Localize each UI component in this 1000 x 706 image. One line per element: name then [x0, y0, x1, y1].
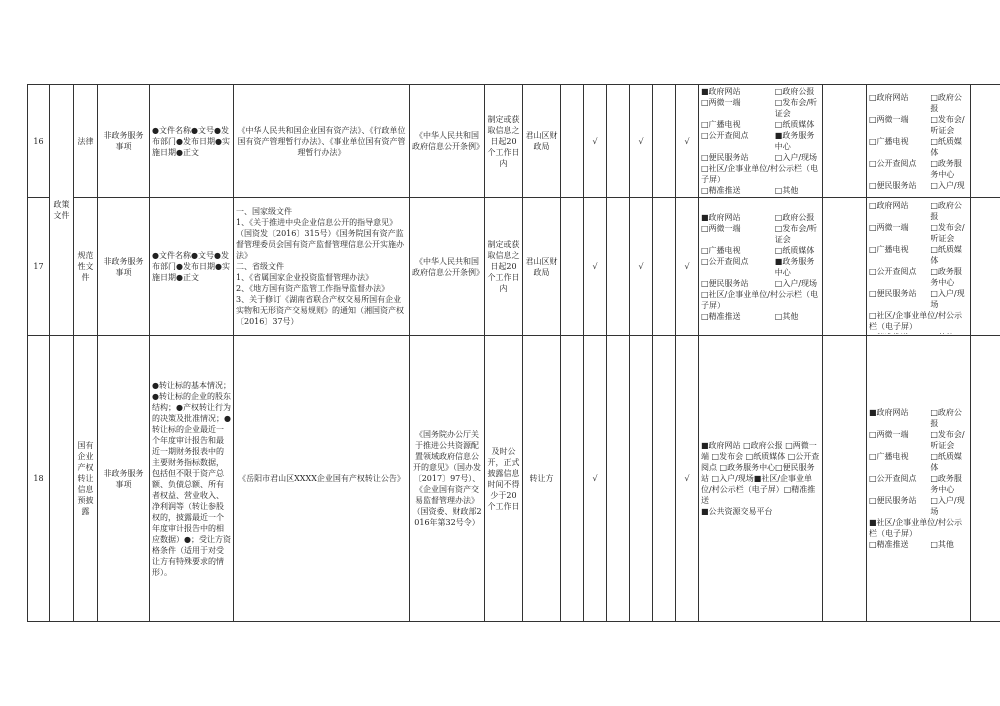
channel-option: □其他 — [774, 311, 799, 321]
service-type-cell: 非政务服务事项 — [98, 336, 150, 622]
mark-cell — [653, 85, 676, 198]
channel-option: □纸质媒体 — [774, 120, 815, 129]
mark-cell: √ — [630, 85, 653, 198]
subcategory-cell: 法律 — [74, 85, 98, 198]
channel-option: ■政务服务中心 — [774, 131, 815, 151]
channel-option: ■政府网站 — [869, 408, 909, 417]
channel-option: □政府公报 — [774, 212, 815, 222]
channel-option: □政府公报 — [774, 87, 815, 96]
basis-cell: 《中华人民共和国企业国有资产法》、《行政单位国有资产管理暂行办法》、《事业单位国有资产管理暂行办法》 — [234, 85, 410, 198]
basis-line: 3、关于修订《湖南省联合产权交易所国有企业实物和无形资产交易规则》的通知（湘国资产权〔2016〕37号） — [236, 295, 404, 326]
channel-option: □社区/企事业单位/村公示栏（电子屏） — [869, 310, 962, 331]
channels-cell — [699, 85, 823, 198]
time-limit-cell: 制定或获取信息之日起20个工作日内 — [485, 198, 523, 336]
channel-option: □两微一端 — [869, 115, 909, 124]
channels2-cell — [867, 85, 971, 198]
basis-line: 一、国家级文件 — [236, 207, 292, 216]
mark-cell — [561, 198, 584, 336]
channel-option: □发布会/听证会 — [930, 222, 965, 243]
channel-option: ■公共资源交易平台 — [701, 507, 773, 516]
channel-option: □公开查阅点 — [869, 159, 917, 168]
channel-option: □政府公报 — [930, 408, 962, 428]
channel-option: □政府网站 — [869, 200, 909, 210]
channel-option: □公开查阅点 — [869, 266, 917, 276]
channel-option — [869, 332, 930, 334]
mark-cell — [607, 198, 630, 336]
elements-cell: ●文件名称●文号●发布部门●发布日期●实施日期●正文 — [150, 198, 234, 336]
subject-cell: 君山区财政局 — [523, 85, 561, 198]
service-type-cell: 非政务服务事项 — [98, 85, 150, 198]
empty-cell — [971, 85, 1000, 198]
channel-option: □精准推送 — [701, 311, 741, 321]
channel-options-text: ■政府网站 □政府公报 □两微一端 □发布会 □纸质媒体 □公开查阅点 □政务服务中心□便民服务站 □入户/现场■社区/企事业单位/村公示栏（电子屏）□精准推送 — [701, 441, 820, 505]
category-cell — [50, 336, 74, 622]
channel-option: □公开查阅点 — [869, 474, 917, 483]
channel-option: □政府公报 — [930, 93, 962, 113]
channels2-cell — [867, 198, 971, 336]
channel-option: □发布会/听证会 — [774, 98, 818, 118]
channels-cell — [699, 198, 823, 336]
mark-cell: √ — [676, 85, 699, 198]
channel-option: □入户/现 — [930, 181, 965, 190]
channel-option: □其他 — [930, 540, 954, 549]
channel-option: □两微一端 — [869, 222, 909, 232]
channels2-cell — [867, 336, 971, 622]
basis-line: 2、《地方国有资产监管工作指导监督办法》 — [236, 284, 390, 293]
mark-cell — [630, 336, 653, 622]
row-number: 18 — [28, 336, 50, 622]
subcategory-cell: 规范性文件 — [74, 198, 98, 336]
table-row — [28, 198, 1000, 336]
channel-option: □便民服务站 — [869, 181, 917, 190]
channel-option: ■社区/企事业单位/村公示栏（电子屏） — [869, 518, 962, 538]
channel-option: □发布会/听证会 — [930, 115, 965, 135]
channel-option: □政府网站 — [869, 93, 909, 102]
channel-option: □纸质媒体 — [930, 137, 962, 157]
service-type-cell: 非政务服务事项 — [98, 198, 150, 336]
channel-option: ■政府网站 — [701, 212, 741, 222]
channel-option: □公开查阅点 — [701, 131, 749, 140]
channel-option: □便民服务站 — [701, 278, 749, 288]
row-number: 17 — [28, 198, 50, 336]
mark-cell — [561, 85, 584, 198]
mark-cell: √ — [584, 85, 607, 198]
channel-option: □便民服务站 — [869, 288, 917, 298]
empty-cell — [823, 198, 867, 336]
channel-option: □政务服务中心 — [930, 159, 962, 179]
mark-cell — [561, 336, 584, 622]
row-number: 16 — [28, 85, 50, 198]
basis-line: 1、《关于推进中央企业信息公开的指导意见》（国资发〔2016〕315号）《国务院国有资产监督管理委员会国有资产监督管理信息公开实施办法》 — [236, 218, 404, 260]
mark-cell: √ — [584, 198, 607, 336]
law-cell: 《中华人民共和国政府信息公开条例》 — [410, 85, 485, 198]
channel-option: □发布会/听证会 — [774, 223, 818, 244]
document-table-wrapper — [27, 84, 1000, 622]
subject-cell: 转让方 — [523, 336, 561, 622]
channel-option: □其他 — [774, 186, 799, 195]
channel-option: □广播电视 — [869, 244, 909, 254]
channel-option: □便民服务站 — [869, 496, 917, 505]
channel-option: □两微一端 — [701, 98, 741, 107]
basis-cell — [234, 198, 410, 336]
channel-option: □公开查阅点 — [701, 256, 749, 266]
channel-option: ■政务服务中心 — [774, 256, 815, 277]
channel-option: □社区/企事业单位/村公示栏（电子屏） — [701, 164, 818, 184]
mark-cell — [653, 198, 676, 336]
channel-option: □政府公报 — [930, 200, 962, 221]
mark-cell — [607, 336, 630, 622]
empty-cell — [823, 85, 867, 198]
channel-option: □便民服务站 — [701, 153, 749, 162]
table-row — [28, 85, 1000, 198]
empty-cell — [971, 336, 1000, 622]
law-cell: 《中华人民共和国政府信息公开条例》 — [410, 198, 485, 336]
channel-option — [930, 332, 968, 334]
channel-option: □精准推送 — [701, 186, 741, 195]
mark-cell — [653, 336, 676, 622]
channel-option: □广播电视 — [869, 137, 909, 146]
channels-cell — [699, 336, 823, 622]
basis-line: 1、《省属国家企业投资监督管理办法》 — [236, 273, 374, 282]
basis-cell: 《岳阳市君山区XXXX企业国有产权转让公告》 — [234, 336, 410, 622]
disclosure-table — [27, 84, 1000, 622]
channel-option: □纸质媒体 — [774, 245, 815, 255]
elements-cell: ●转让标的基本情况；●转让标的企业的股东结构；●产权转让行为的决策及批准情况；●转让标的企业最近一个年度审计报告和最近一期财务报表中的主要财务指标数据，包括但不限于资产总额、负债总额、所有者权益、营业收入、净利润等（转让参股权的，披露最近一个年度审计报告中的相应数据）●；受让方资格条件（适用于对受让方有特殊要求的情形）。 — [150, 336, 234, 622]
subject-cell: 君山区财政局 — [523, 198, 561, 336]
time-limit-cell: 及时公开，正式披露信息时间不得少于20个工作日 — [485, 336, 523, 622]
mark-cell: √ — [676, 336, 699, 622]
empty-cell — [823, 336, 867, 622]
channel-option: □两微一端 — [869, 430, 909, 439]
channel-option: □精准推送 — [869, 540, 909, 549]
category-cell: 政策文件 — [50, 85, 74, 336]
channel-option: □广播电视 — [701, 245, 741, 255]
channel-option: □入户/现场 — [774, 153, 818, 162]
channel-option: □政务服务中心 — [930, 266, 962, 287]
channel-option: □社区/企事业单位/村公示栏（电子屏） — [701, 289, 818, 310]
basis-line: 二、省级文件 — [236, 262, 284, 271]
mark-cell: √ — [584, 336, 607, 622]
mark-cell: √ — [676, 198, 699, 336]
table-row — [28, 336, 1000, 622]
empty-cell — [971, 198, 1000, 336]
law-cell: 《国务院办公厅关于推进公共资源配置领域政府信息公开的意见》（国办发〔2017〕97号）、《企业国有资产交易监督管理办法》（国资委、财政部2016年第32号令） — [410, 336, 485, 622]
channel-option: □发布会/听证会 — [930, 430, 965, 450]
time-limit-cell: 制定或获取信息之日起20个工作日内 — [485, 85, 523, 198]
mark-cell — [607, 85, 630, 198]
channel-option: □广播电视 — [869, 452, 909, 461]
channel-option: □广播电视 — [701, 120, 741, 129]
channel-option: ■政府网站 — [701, 87, 741, 96]
channel-option: □入户/现场 — [930, 288, 965, 309]
mark-cell: √ — [630, 198, 653, 336]
channel-option: □入户/现场 — [930, 496, 965, 516]
channel-option: □两微一端 — [701, 223, 741, 233]
channel-option: □入户/现场 — [774, 278, 818, 288]
channel-option: □纸质媒体 — [930, 452, 962, 472]
channel-option: □政务服务中心 — [930, 474, 962, 494]
elements-cell: ●文件名称●文号●发布部门●发布日期●实施日期●正文 — [150, 85, 234, 198]
channel-option: □纸质媒体 — [930, 244, 962, 265]
subcategory-cell: 国有企业产权转让信息预披露 — [74, 336, 98, 622]
